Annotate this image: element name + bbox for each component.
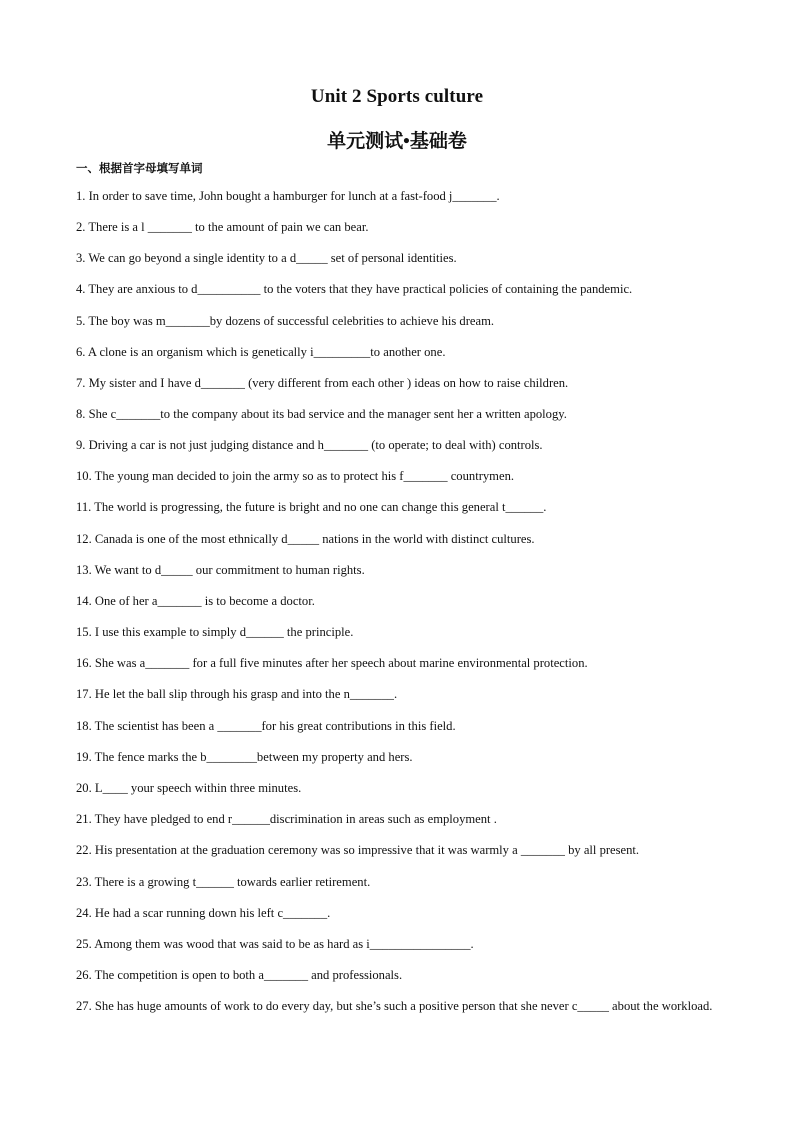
question-item: 9. Driving a car is not just judging distance and h_______ (to operate; to deal with) controls.: [76, 438, 543, 452]
question-item: 21. They have pledged to end r______discrimination in areas such as employment .: [76, 812, 497, 826]
question-item: 14. One of her a_______ is to become a doctor.: [76, 594, 315, 608]
question-item: 2. There is a l _______ to the amount of pain we can bear.: [76, 220, 369, 234]
question-item: 18. The scientist has been a _______for his great contributions in this field.: [76, 719, 456, 733]
question-item: 23. There is a growing t______ towards earlier retirement.: [76, 875, 371, 889]
question-item: 17. He let the ball slip through his grasp and into the n_______.: [76, 687, 398, 701]
question-item: 26. The competition is open to both a_______ and professionals.: [76, 968, 403, 982]
question-item: 15. I use this example to simply d______ the principle.: [76, 625, 354, 639]
question-item: 10. The young man decided to join the army so as to protect his f_______ countrymen.: [76, 469, 515, 483]
question-item: 5. The boy was m_______by dozens of successful celebrities to achieve his dream.: [76, 314, 495, 328]
question-item: 13. We want to d_____ our commitment to human rights.: [76, 563, 365, 577]
question-item: 19. The fence marks the b________between my property and hers.: [76, 750, 413, 764]
question-item: 24. He had a scar running down his left c_______.: [76, 906, 331, 920]
question-item: 12. Canada is one of the most ethnically d_____ nations in the world with distinct cultures.: [76, 532, 535, 546]
question-item: 3. We can go beyond a single identity to a d_____ set of personal identities.: [76, 251, 457, 265]
question-item: 25. Among them was wood that was said to be as hard as i________________.: [76, 937, 474, 951]
page-title: Unit 2 Sports culture: [310, 86, 484, 107]
question-item: 1. In order to save time, John bought a hamburger for lunch at a fast-food j_______.: [76, 189, 500, 203]
question-item: 22. His presentation at the graduation ceremony was so impressive that it was warmly a _______ by all present.: [76, 843, 640, 857]
question-item: 16. She was a_______ for a full five minutes after her speech about marine environmental protection.: [76, 656, 588, 670]
section-heading: 一、根据首字母填写单词: [76, 161, 203, 175]
question-item: 27. She has huge amounts of work to do every day, but she’s such a positive person that she never c_____ about the workload.: [76, 999, 713, 1013]
page-subtitle: 单元测试•基础卷: [327, 131, 467, 152]
question-item: 6. A clone is an organism which is genetically i_________to another one.: [76, 345, 446, 359]
question-item: 8. She c_______to the company about its bad service and the manager sent her a written apology.: [76, 407, 567, 421]
question-item: 20. L____ your speech within three minutes.: [76, 781, 302, 795]
question-item: 11. The world is progressing, the future is bright and no one can change this general t______.: [76, 500, 547, 514]
question-item: 7. My sister and I have d_______ (very different from each other ) ideas on how to raise children.: [76, 376, 569, 390]
question-item: 4. They are anxious to d__________ to the voters that they have practical policies of containing the pandemic.: [76, 282, 633, 296]
